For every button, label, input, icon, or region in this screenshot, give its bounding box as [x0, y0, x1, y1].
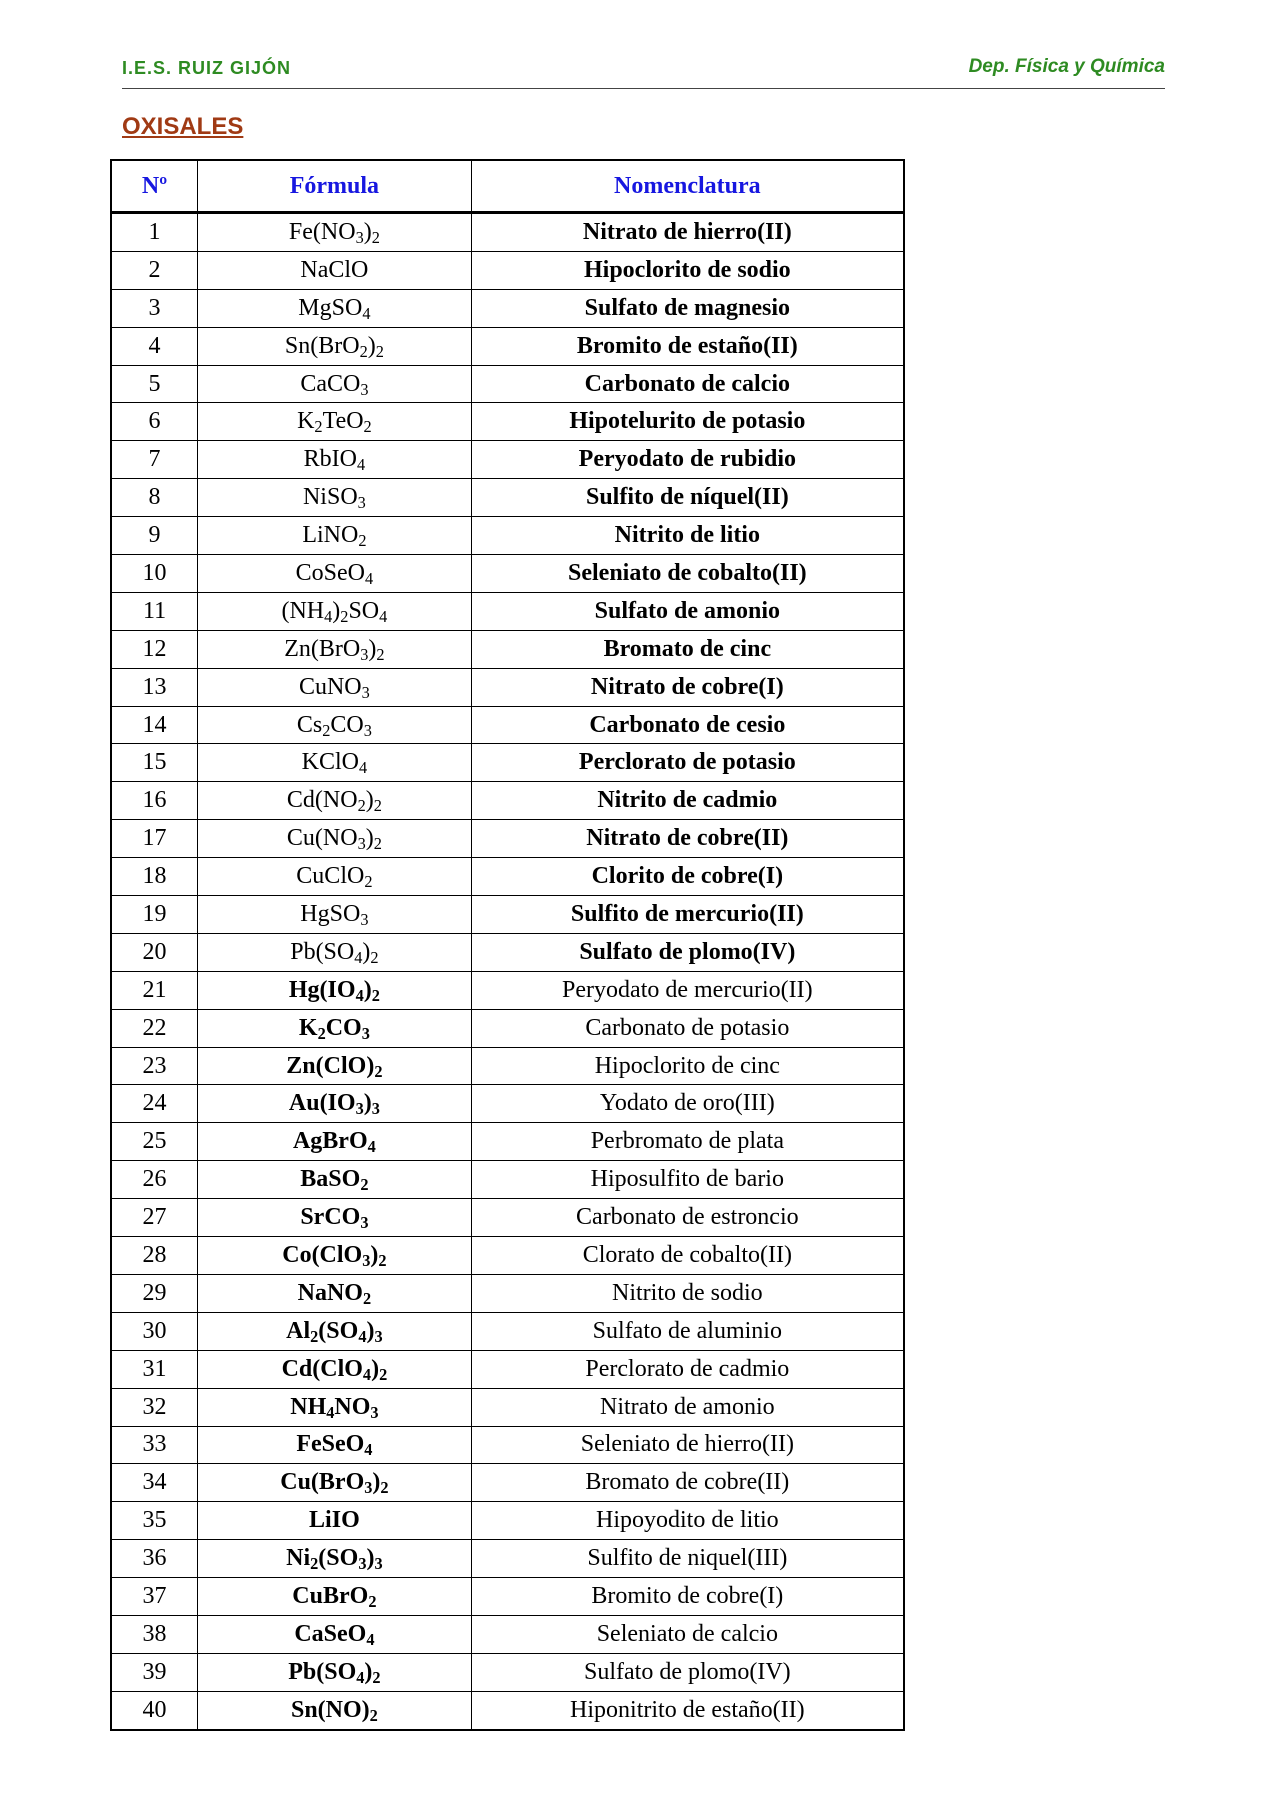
- table-row: [111, 1540, 904, 1578]
- table-row: [111, 1502, 904, 1540]
- formula-cell: $K_2TeO_2$: [198, 403, 472, 441]
- row-number: 39: [111, 1653, 198, 1691]
- nomenclature-cell: Seleniato de calcio: [471, 1615, 904, 1653]
- formula-cell: $Pb(SO_4)_2$: [198, 933, 472, 971]
- table-body: [111, 213, 904, 1730]
- formula-cell: AgBrO$_4$: [198, 1123, 472, 1161]
- row-number: 13: [111, 668, 198, 706]
- formula-cell: $Cu(BrO_3)_2$: [198, 1464, 472, 1502]
- nomenclature-cell: Nitrito de cadmio: [471, 782, 904, 820]
- table-row: [111, 441, 904, 479]
- formula-cell: $Al_2(SO_4)_3$: [198, 1312, 472, 1350]
- table-row: [111, 1312, 904, 1350]
- table-row: [111, 971, 904, 1009]
- table-row: [111, 1161, 904, 1199]
- table-row: [111, 668, 904, 706]
- header-divider: [122, 88, 1165, 89]
- formula-cell: CaSeO$_4$: [198, 1615, 472, 1653]
- formula-cell: MgSO$_4$: [198, 289, 472, 327]
- table-row: [111, 213, 904, 252]
- table-row: [111, 1653, 904, 1691]
- nomenclature-cell: Sulfito de niquel(III): [471, 1540, 904, 1578]
- formula-cell: NiSO$_3$: [198, 479, 472, 517]
- nomenclature-cell: Clorito de cobre(I): [471, 858, 904, 896]
- nomenclature-cell: Nitrato de hierro(II): [471, 213, 904, 252]
- row-number: 29: [111, 1274, 198, 1312]
- column-header-nomenclature: Nomenclatura: [471, 160, 904, 213]
- table-row: [111, 1237, 904, 1275]
- nomenclature-cell: Sulfato de amonio: [471, 592, 904, 630]
- nomenclature-cell: Perbromato de plata: [471, 1123, 904, 1161]
- nomenclature-cell: Carbonato de cesio: [471, 706, 904, 744]
- row-number: 9: [111, 517, 198, 555]
- row-number: 25: [111, 1123, 198, 1161]
- table-row: [111, 896, 904, 934]
- nomenclature-cell: Sulfato de plomo(IV): [471, 933, 904, 971]
- row-number: 32: [111, 1388, 198, 1426]
- formula-cell: RbIO$_4$: [198, 441, 472, 479]
- row-number: 8: [111, 479, 198, 517]
- school-name: I.E.S. RUIZ GIJÓN: [122, 58, 292, 78]
- table-row: [111, 365, 904, 403]
- formula-cell: LiNO$_2$: [198, 517, 472, 555]
- nomenclature-cell: Hiposulfito de bario: [471, 1161, 904, 1199]
- column-header-number: Nº: [111, 160, 198, 213]
- nomenclature-cell: Nitrato de cobre(I): [471, 668, 904, 706]
- row-number: 21: [111, 971, 198, 1009]
- nomenclature-cell: Seleniato de cobalto(II): [471, 555, 904, 593]
- formula-cell: $Sn(BrO_2)_2$: [198, 327, 472, 365]
- table-row: [111, 630, 904, 668]
- row-number: 6: [111, 403, 198, 441]
- nomenclature-cell: Nitrato de cobre(II): [471, 820, 904, 858]
- row-number: 18: [111, 858, 198, 896]
- formula-cell: $Cs_2CO_3$: [198, 706, 472, 744]
- row-number: 28: [111, 1237, 198, 1275]
- nomenclature-cell: Peryodato de rubidio: [471, 441, 904, 479]
- nomenclature-cell: Carbonato de estroncio: [471, 1199, 904, 1237]
- nomenclature-cell: Hiponitrito de estaño(II): [471, 1691, 904, 1729]
- row-number: 38: [111, 1615, 198, 1653]
- table-row: [111, 1691, 904, 1729]
- nomenclature-cell: Seleniato de hierro(II): [471, 1426, 904, 1464]
- table-row: [111, 782, 904, 820]
- row-number: 14: [111, 706, 198, 744]
- nomenclature-cell: Bromito de cobre(I): [471, 1578, 904, 1616]
- formula-cell: $NH_4NO_3$: [198, 1388, 472, 1426]
- formula-cell: BaSO$_2$: [198, 1161, 472, 1199]
- nomenclature-cell: Hipotelurito de potasio: [471, 403, 904, 441]
- row-number: 20: [111, 933, 198, 971]
- table-row: [111, 706, 904, 744]
- nomenclature-cell: Carbonato de potasio: [471, 1009, 904, 1047]
- table-row: [111, 1199, 904, 1237]
- row-number: 10: [111, 555, 198, 593]
- row-number: 33: [111, 1426, 198, 1464]
- table-row: [111, 289, 904, 327]
- table-row: [111, 479, 904, 517]
- formula-cell: CuNO$_3$: [198, 668, 472, 706]
- row-number: 36: [111, 1540, 198, 1578]
- row-number: 4: [111, 327, 198, 365]
- row-number: 19: [111, 896, 198, 934]
- table-row: [111, 517, 904, 555]
- formula-cell: $Au(IO_3)_3$: [198, 1085, 472, 1123]
- nomenclature-cell: Sulfato de plomo(IV): [471, 1653, 904, 1691]
- table-row: [111, 403, 904, 441]
- table-row: [111, 933, 904, 971]
- row-number: 1: [111, 213, 198, 252]
- formula-cell: SrCO$_3$: [198, 1199, 472, 1237]
- row-number: 23: [111, 1047, 198, 1085]
- row-number: 16: [111, 782, 198, 820]
- nomenclature-cell: Yodato de oro(III): [471, 1085, 904, 1123]
- table-header-row: [111, 160, 904, 213]
- column-header-formula: Fórmula: [198, 160, 472, 213]
- table-row: [111, 1578, 904, 1616]
- row-number: 31: [111, 1350, 198, 1388]
- formula-cell: HgSO$_3$: [198, 896, 472, 934]
- nomenclature-cell: Bromato de cinc: [471, 630, 904, 668]
- row-number: 17: [111, 820, 198, 858]
- table-row: [111, 1388, 904, 1426]
- formula-cell: $Cu(NO_3)_2$: [198, 820, 472, 858]
- nomenclature-cell: Bromito de estaño(II): [471, 327, 904, 365]
- nomenclature-cell: Hipoclorito de sodio: [471, 251, 904, 289]
- formula-cell: CuBrO$_2$: [198, 1578, 472, 1616]
- table-row: [111, 1047, 904, 1085]
- formula-cell: $Zn(ClO)_2$: [198, 1047, 472, 1085]
- table-row: [111, 1123, 904, 1161]
- table-row: [111, 592, 904, 630]
- department-name: Dep. Física y Química: [968, 56, 1165, 77]
- row-number: 30: [111, 1312, 198, 1350]
- table-row: [111, 744, 904, 782]
- row-number: 3: [111, 289, 198, 327]
- nomenclature-cell: Hipoyodito de litio: [471, 1502, 904, 1540]
- formula-cell: $Cd(NO_2)_2$: [198, 782, 472, 820]
- formula-cell: $Ni_2(SO_3)_3$: [198, 1540, 472, 1578]
- row-number: 22: [111, 1009, 198, 1047]
- page-title: OXISALES: [122, 113, 244, 140]
- table-row: [111, 327, 904, 365]
- table-row: [111, 858, 904, 896]
- nomenclature-cell: Perclorato de cadmio: [471, 1350, 904, 1388]
- row-number: 37: [111, 1578, 198, 1616]
- formula-cell: NaNO$_2$: [198, 1274, 472, 1312]
- nomenclature-cell: Nitrito de litio: [471, 517, 904, 555]
- nomenclature-cell: Sulfito de níquel(II): [471, 479, 904, 517]
- formula-cell: CoSeO$_4$: [198, 555, 472, 593]
- table-row: [111, 1464, 904, 1502]
- row-number: 11: [111, 592, 198, 630]
- formula-cell: $Cd(ClO_4)_2$: [198, 1350, 472, 1388]
- formula-cell: $(NH_4)_2SO_4$: [198, 592, 472, 630]
- row-number: 40: [111, 1691, 198, 1729]
- nomenclature-cell: Nitrito de sodio: [471, 1274, 904, 1312]
- formula-cell: $Zn(BrO_3)_2$: [198, 630, 472, 668]
- nomenclature-cell: Bromato de cobre(II): [471, 1464, 904, 1502]
- row-number: 15: [111, 744, 198, 782]
- formula-cell: $Sn(NO)_2$: [198, 1691, 472, 1729]
- formula-cell: CuClO$_2$: [198, 858, 472, 896]
- table-row: [111, 1274, 904, 1312]
- formula-cell: $Pb(SO_4)_2$: [198, 1653, 472, 1691]
- row-number: 35: [111, 1502, 198, 1540]
- nomenclature-cell: Hipoclorito de cinc: [471, 1047, 904, 1085]
- formula-cell: NaClO: [198, 251, 472, 289]
- table-row: [111, 1009, 904, 1047]
- formula-cell: $Co(ClO_3)_2$: [198, 1237, 472, 1275]
- nomenclature-cell: Clorato de cobalto(II): [471, 1237, 904, 1275]
- row-number: 2: [111, 251, 198, 289]
- nomenclature-cell: Nitrato de amonio: [471, 1388, 904, 1426]
- table-row: [111, 820, 904, 858]
- nomenclature-cell: Perclorato de potasio: [471, 744, 904, 782]
- row-number: 7: [111, 441, 198, 479]
- formula-cell: KClO$_4$: [198, 744, 472, 782]
- nomenclature-cell: Sulfito de mercurio(II): [471, 896, 904, 934]
- row-number: 24: [111, 1085, 198, 1123]
- table-row: [111, 251, 904, 289]
- formula-cell: CaCO$_3$: [198, 365, 472, 403]
- row-number: 34: [111, 1464, 198, 1502]
- table-row: [111, 1350, 904, 1388]
- nomenclature-cell: Sulfato de aluminio: [471, 1312, 904, 1350]
- row-number: 26: [111, 1161, 198, 1199]
- formula-cell: FeSeO$_4$: [198, 1426, 472, 1464]
- nomenclature-cell: Sulfato de magnesio: [471, 289, 904, 327]
- row-number: 5: [111, 365, 198, 403]
- nomenclature-cell: Peryodato de mercurio(II): [471, 971, 904, 1009]
- row-number: 12: [111, 630, 198, 668]
- formula-cell: $K_2CO_3$: [198, 1009, 472, 1047]
- formula-cell: LiIO: [198, 1502, 472, 1540]
- table-row: [111, 1085, 904, 1123]
- table-row: [111, 1426, 904, 1464]
- table-row: [111, 555, 904, 593]
- nomenclature-cell: Carbonato de calcio: [471, 365, 904, 403]
- oxisales-table: [110, 159, 905, 1731]
- row-number: 27: [111, 1199, 198, 1237]
- formula-cell: $Fe(NO_3)_2$: [198, 213, 472, 252]
- table-row: [111, 1615, 904, 1653]
- formula-cell: $Hg(IO_4)_2$: [198, 971, 472, 1009]
